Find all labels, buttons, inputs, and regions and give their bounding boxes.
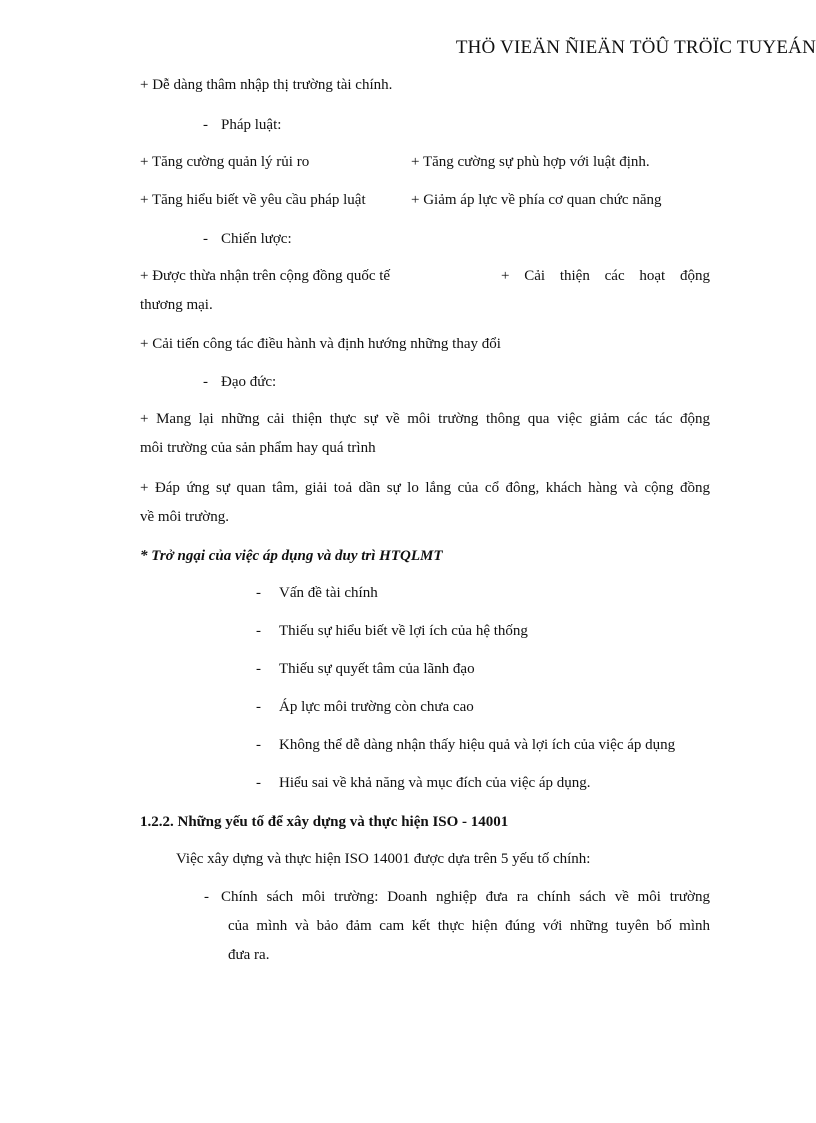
phap-luat-item: + Giảm áp lực về phía cơ quan chức năng bbox=[411, 192, 662, 208]
bullet-dash: - bbox=[204, 889, 209, 905]
dao-duc-paragraph: môi trường của sản phẩm hay quá trình bbox=[140, 440, 376, 456]
dao-duc-paragraph: + Mang lại những cải thiện thực sự về môi trường thông qua việc giảm các tác động bbox=[140, 411, 710, 427]
obstacle-item: Vấn đề tài chính bbox=[279, 585, 378, 601]
bullet-dash: - bbox=[256, 737, 261, 753]
section-item: của mình và bảo đảm cam kết thực hiện đúng với những tuyên bố mình bbox=[228, 918, 710, 934]
dao-duc-paragraph: về môi trường. bbox=[140, 509, 229, 525]
bullet-dash: - bbox=[203, 231, 208, 247]
obstacle-item: Thiếu sự hiểu biết về lợi ích của hệ thống bbox=[279, 623, 528, 639]
obstacles-heading: * Trở ngại của việc áp dụng và duy trì HTQLMT bbox=[140, 548, 443, 564]
section-item: Chính sách môi trường: Doanh nghiệp đưa ra chính sách về môi trường bbox=[221, 889, 710, 905]
dao-duc-paragraph: + Đáp ứng sự quan tâm, giải toả dần sự lo lắng của cổ đông, khách hàng và cộng đồng bbox=[140, 480, 710, 496]
section-intro: Việc xây dựng và thực hiện ISO 14001 được dựa trên 5 yếu tố chính: bbox=[176, 851, 591, 867]
bullet-dash: - bbox=[203, 117, 208, 133]
obstacle-item: Thiếu sự quyết tâm của lãnh đạo bbox=[279, 661, 475, 677]
phap-luat-item: + Tăng cường sự phù hợp với luật định. bbox=[411, 154, 650, 170]
obstacle-item: Không thể dễ dàng nhận thấy hiệu quả và lợi ích của việc áp dụng bbox=[279, 737, 676, 753]
heading-dao-duc: Đạo đức: bbox=[221, 374, 277, 390]
chien-luoc-continuation: thương mại. bbox=[140, 297, 213, 313]
page-header: THÖ VIEÄN ÑIEÄN TÖÛ TRÖÏC TUYEÁN bbox=[455, 37, 816, 58]
section-item: đưa ra. bbox=[228, 947, 270, 963]
chien-luoc-item: + Được thừa nhận trên cộng đồng quốc tế bbox=[140, 268, 391, 284]
chien-luoc-item: + Cải tiến công tác điều hành và định hướng những thay đổi bbox=[140, 336, 501, 352]
bullet-dash: - bbox=[256, 775, 261, 791]
section-heading: 1.2.2. Những yếu tố để xây dựng và thực hiện ISO - 14001 bbox=[140, 814, 509, 830]
bullet-dash: - bbox=[203, 374, 208, 390]
phap-luat-item: + Tăng hiểu biết về yêu cầu pháp luật bbox=[140, 192, 366, 208]
benefit-finance-line: + Dễ dàng thâm nhập thị trường tài chính. bbox=[140, 77, 393, 93]
bullet-dash: - bbox=[256, 623, 261, 639]
bullet-dash: - bbox=[256, 661, 261, 677]
heading-phap-luat: Pháp luật: bbox=[221, 117, 282, 133]
obstacle-item: Áp lực môi trường còn chưa cao bbox=[279, 699, 474, 715]
bullet-dash: - bbox=[256, 699, 261, 715]
obstacle-item: Hiểu sai về khả năng và mục đích của việc áp dụng. bbox=[279, 775, 591, 791]
chien-luoc-item: + Cải thiện các hoạt động bbox=[501, 268, 710, 284]
heading-chien-luoc: Chiến lược: bbox=[221, 231, 292, 247]
phap-luat-item: + Tăng cường quản lý rủi ro bbox=[140, 154, 310, 170]
bullet-dash: - bbox=[256, 585, 261, 601]
